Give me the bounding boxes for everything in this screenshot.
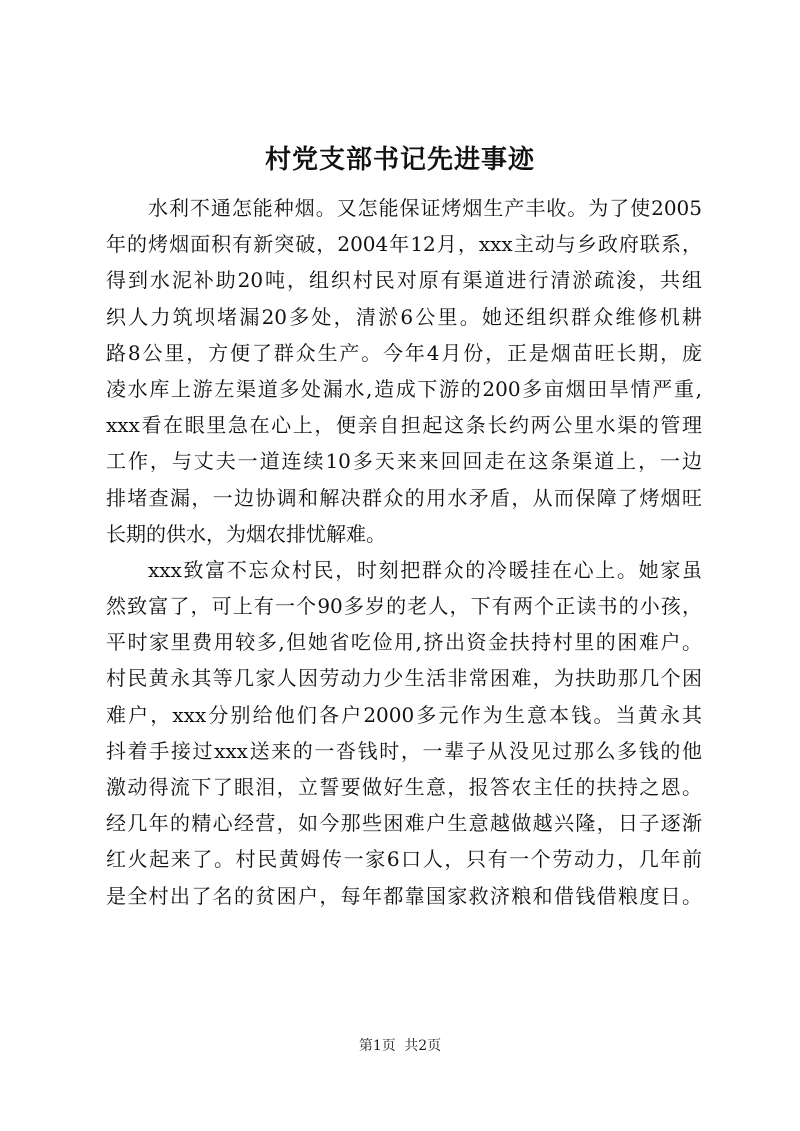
text-line: 抖着手接过xxx送来的一沓钱时，一辈子从没见过那么多钱的他 bbox=[106, 738, 702, 763]
text-line: 村民黄永其等几家人因劳动力少生活非常困难，为扶助那几个困 bbox=[106, 666, 702, 691]
text-line: 织人力筑坝堵漏20多处，清淤6公里。她还组织群众维修机耕 bbox=[106, 304, 702, 329]
text-line: xxx致富不忘众村民，时刻把群众的冷暖挂在心上。她家虽 bbox=[148, 557, 702, 582]
text-line: 路8公里，方便了群众生产。今年4月份，正是烟苗旺长期，庞 bbox=[106, 340, 702, 365]
paragraph-2 bbox=[106, 552, 702, 914]
page-footer bbox=[0, 1036, 800, 1056]
text-line: 平时家里费用较多,但她省吃俭用,挤出资金扶持村里的困难户。 bbox=[106, 630, 702, 655]
text-line: xxx看在眼里急在心上，便亲自担起这条长约两公里水渠的管理 bbox=[106, 413, 702, 438]
text-line: 得到水泥补助20吨，组织村民对原有渠道进行清淤疏浚，共组 bbox=[106, 268, 702, 293]
text-line: 排堵查漏，一边协调和解决群众的用水矛盾，从而保障了烤烟旺 bbox=[106, 485, 702, 510]
paragraph-1 bbox=[106, 190, 702, 552]
text-line: 红火起来了。村民黄姆传一家6口人，只有一个劳动力，几年前 bbox=[106, 847, 702, 872]
text-line: 年的烤烟面积有新突破，2004年12月，xxx主动与乡政府联系， bbox=[106, 232, 702, 257]
text-line: 难户，xxx分别给他们各户2000多元作为生意本钱。当黄永其 bbox=[106, 702, 702, 727]
text-line: 工作，与丈夫一道连续10多天来来回回走在这条渠道上，一边 bbox=[106, 449, 702, 474]
text-line: 长期的供水，为烟农排忧解难。 bbox=[106, 521, 386, 546]
text-line: 是全村出了名的贫困户，每年都靠国家救济粮和借钱借粮度日。 bbox=[106, 883, 702, 908]
text-line: 然致富了，可上有一个90多岁的老人，下有两个正读书的小孩， bbox=[106, 594, 702, 619]
text-line: 激动得流下了眼泪，立誓要做好生意，报答农主任的扶持之恩。 bbox=[106, 775, 702, 799]
text-line: 凌水库上游左渠道多处漏水,造成下游的200多亩烟田旱情严重, bbox=[106, 376, 702, 401]
page-number: 第1页 bbox=[358, 1038, 396, 1054]
document-title: 村党支部书记先进事迹 bbox=[264, 145, 535, 175]
document-body bbox=[106, 190, 702, 914]
page-total: 共2页 bbox=[404, 1038, 442, 1054]
text-line: 经几年的精心经营，如今那些困难户生意越做越兴隆，日子逐渐 bbox=[106, 811, 702, 836]
text-line: 水利不通怎能种烟。又怎能保证烤烟生产丰收。为了使2005 bbox=[148, 196, 702, 220]
